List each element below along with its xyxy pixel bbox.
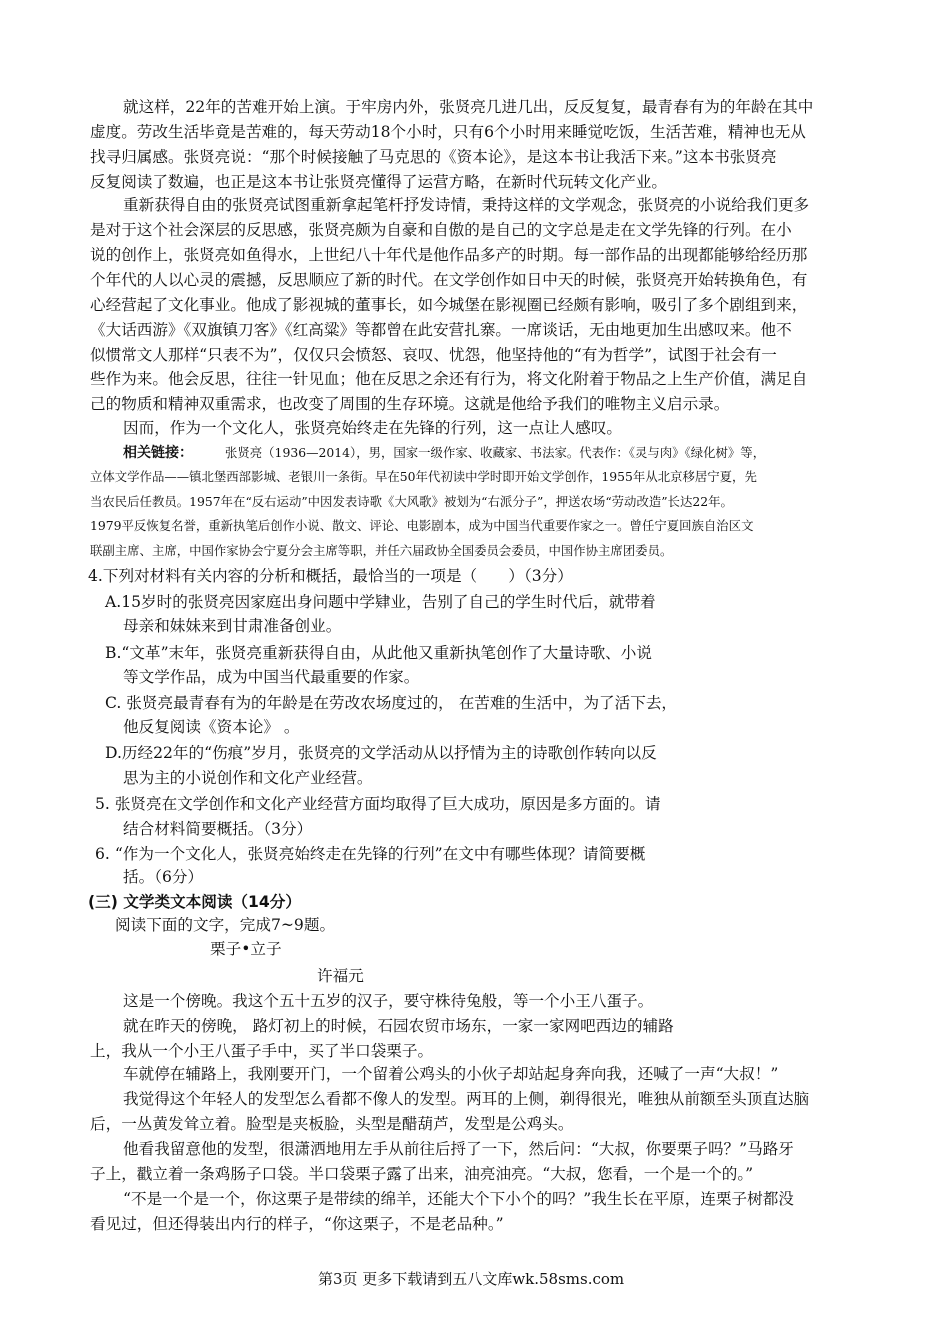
option-a-line-2: 母亲和妹妹来到甘肃准备创业。 xyxy=(123,617,342,635)
story-title: 栗子•立子 xyxy=(210,940,282,958)
story-line-8: 子上，戳立着一条鸡肠子口袋。半口袋栗子露了出来，油亮油亮。“大叔，您看，一个是一个的。” xyxy=(90,1165,754,1183)
story-line-7: 他看我留意他的发型，很潇洒地用左手从前往后捋了一下，然后问：“大叔，你要栗子吗？”马路牙 xyxy=(123,1140,794,1158)
para2-line-2: 是对于这个社会深层的反思感，张贤亮颇为自豪和自傲的是自己的文字总是走在文学先锋的行列。在小 xyxy=(90,221,792,239)
para2-line-8: 些作为来。他会反思，往往一针见血；他在反思之余还有行为，将文化附着于物品之上生产价值，满足自 xyxy=(90,370,808,388)
para1-line-4: 反复阅读了数遍，也正是这本书让张贤亮懂得了运营方略，在新时代玩转文化产业。 xyxy=(90,173,667,191)
para2-line-5: 心经营起了文化事业。他成了影视城的董事长，如今城堡在影视圈已经颇有影响，吸引了多个剧组到来， xyxy=(90,296,808,314)
story-line-2: 就在昨天的傍晚， 路灯初上的时候，石园农贸市场东，一家一家网吧西边的辅路 xyxy=(123,1017,674,1035)
para2-line-1: 重新获得自由的张贤亮试图重新拿起笔杆抒发诗情，秉持这样的文学观念，张贤亮的小说给我们更多 xyxy=(123,196,810,214)
question-4: 4.下列对材料有关内容的分析和概括，最恰当的一项是（ ）（3分） xyxy=(88,567,573,585)
option-b-line-1: B.“文革”末年，张贤亮重新获得自由，从此他又重新执笔创作了大量诗歌、小说 xyxy=(105,644,652,662)
story-line-3: 上，我从一个小王八蛋子手中，买了半口袋栗子。 xyxy=(90,1042,434,1060)
story-author: 许福元 xyxy=(317,967,364,985)
story-line-1: 这是一个傍晚。我这个五十五岁的汉子，要守株待兔般，等一个小王八蛋子。 xyxy=(123,992,654,1010)
story-line-9: “不是一个是一个，你这栗子是带续的绵羊，还能大个下小个的吗？”我生长在平原，连栗子树都没 xyxy=(123,1190,794,1208)
para2-line-7: 似惯常文人那样“只表不为”，仅仅只会愤怒、哀叹、忧怨，他坚持他的“有为哲学”，试图于社会有一 xyxy=(90,346,777,364)
story-line-6: 后，一丛黄发耸立着。脸型是夹板脸，头型是醋葫芦，发型是公鸡头。 xyxy=(90,1115,574,1133)
related-link-line-5: 联副主席、主席，中国作家协会宁夏分会主席等职，并任六届政协全国委员会委员，中国作协主席团委员。 xyxy=(90,543,673,558)
question-5-line-1: 5. 张贤亮在文学创作和文化产业经营方面均取得了巨大成功，原因是多方面的。请 xyxy=(95,795,661,813)
story-line-5: 我觉得这个年轻人的发型怎么看都不像人的发型。两耳的上侧，剃得很光，唯独从前额至头顶直达脑 xyxy=(123,1090,810,1108)
option-c-line-1: C. 张贤亮最青春有为的年龄是在劳改农场度过的， 在苦难的生活中，为了活下去， xyxy=(105,694,678,712)
reading-instruction: 阅读下面的文字，完成7~9题。 xyxy=(115,916,336,934)
related-link-line-2: 立体文学作品——镇北堡西部影城、老银川一条街。早在50年代初读中学时即开始文学创作，1955年从北京移居宁夏，先 xyxy=(90,469,757,484)
option-a-line-1: A.15岁时的张贤亮因家庭出身问题中学肄业，告别了自己的学生时代后，就带着 xyxy=(105,593,656,611)
related-link-line-1: 张贤亮（1936—2014），男，国家一级作家、收藏家、书法家。代表作：《灵与肉》《绿化树》等， xyxy=(225,445,766,460)
section-3-heading: (三) 文学类文本阅读（14分） xyxy=(88,893,301,911)
para2-line-6: 《大话西游》《双旗镇刀客》《红高粱》等都曾在此安营扎寨。一席谈话，无由地更加生出感叹来。他不 xyxy=(90,321,792,339)
story-line-10: 看见过，但还得装出内行的样子，“你这栗子，不是老品种。” xyxy=(90,1215,504,1233)
option-d-line-1: D.历经22年的“伤痕”岁月，张贤亮的文学活动从以抒情为主的诗歌创作转向以反 xyxy=(105,744,657,762)
related-link-line-4: 1979平反恢复名誉，重新执笔后创作小说、散文、评论、电影剧本，成为中国当代重要作家之一。曾任宁夏回族自治区文 xyxy=(90,518,754,533)
para3-line-1: 因而，作为一个文化人，张贤亮始终走在先锋的行列，这一点让人感叹。 xyxy=(123,419,623,437)
para1-line-1: 就这样，22年的苦难开始上演。于牢房内外，张贤亮几进几出，反反复复，最青春有为的年龄在其中 xyxy=(123,98,814,116)
option-b-line-2: 等文学作品，成为中国当代最重要的作家。 xyxy=(123,668,420,686)
page-footer: 第3页 更多下载请到五八文库wk.58sms.com xyxy=(318,1270,625,1288)
story-line-4: 车就停在辅路上，我刚要开门，一个留着公鸡头的小伙子却站起身奔向我，还喊了一声“大叔！” xyxy=(123,1065,779,1083)
related-link-line-3: 当农民后任教员。1957年在“反右运动”中因发表诗歌《大风歌》被划为“右派分子”，押送农场“劳动改造”长达22年。 xyxy=(90,494,733,509)
para1-line-2: 虚度。劳改生活毕竟是苦难的，每天劳动18个小时，只有6个小时用来睡觉吃饭，生活苦难，精神也无从 xyxy=(90,123,806,141)
para2-line-3: 说的创作上，张贤亮如鱼得水，上世纪八十年代是他作品多产的时期。每一部作品的出现都能够给经历那 xyxy=(90,246,808,264)
related-link-label: 相关链接： xyxy=(123,445,193,461)
para1-line-3: 找寻归属感。张贤亮说：“那个时候接触了马克思的《资本论》，是这本书让我活下来。”这本书张贤亮 xyxy=(90,148,777,166)
para2-line-4: 个年代的人以心灵的震撼，反思顺应了新的时代。在文学创作如日中天的时候，张贤亮开始转换角色，有 xyxy=(90,271,808,289)
question-6-line-2: 括。（6分） xyxy=(123,868,204,886)
option-d-line-2: 思为主的小说创作和文化产业经营。 xyxy=(123,769,373,787)
question-6-line-1: 6. “作为一个文化人，张贤亮始终走在先锋的行列”在文中有哪些体现？请简要概 xyxy=(95,845,646,863)
question-5-line-2: 结合材料简要概括。（3分） xyxy=(123,820,313,838)
option-c-line-2: 他反复阅读《资本论》 。 xyxy=(123,718,300,736)
para2-line-9: 己的物质和精神双重需求，也改变了周围的生存环境。这就是他给予我们的唯物主义启示录。 xyxy=(90,395,730,413)
